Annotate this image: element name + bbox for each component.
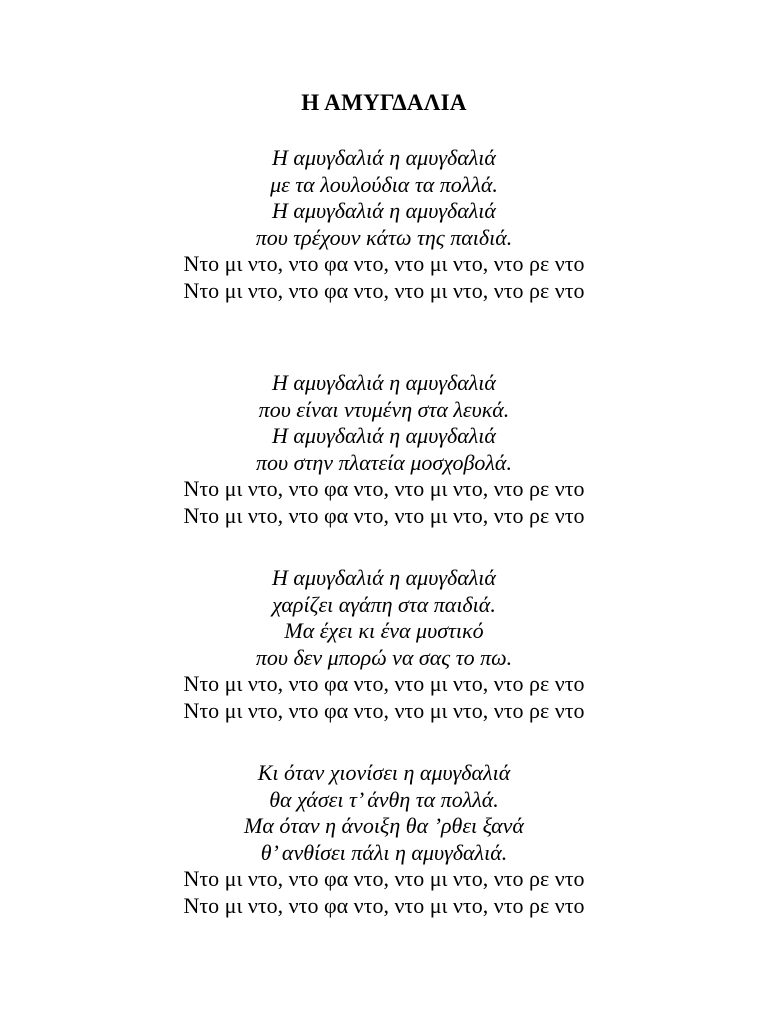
- song-title: Η ΑΜΥΓΔΑΛΙΑ: [301, 90, 467, 115]
- verse-line: θα χάσει τ’ άνθη τα πολλά.: [269, 786, 499, 812]
- stanza: [0, 565, 768, 724]
- verse-line: χαρίζει αγάπη στα παιδιά.: [272, 591, 496, 617]
- verse-line: Η αμυγδαλιά η αμυγδαλιά: [272, 423, 496, 448]
- stanza: [0, 370, 768, 529]
- verse-line: που δεν μπορώ να σας το πω.: [255, 644, 513, 670]
- refrain-line: Ντο μι ντο, ντο φα ντο, ντο μι ντο, ντο ρε ντο: [183, 892, 585, 918]
- verse-line: Μα όταν η άνοιξη θα ’ρθει ξανά: [244, 813, 524, 838]
- verse-line: Κι όταν χιονίσει η αμυγδαλιά: [257, 760, 511, 785]
- verse-line: με τα λουλούδια τα πολλά.: [270, 171, 498, 197]
- verse-line: Η αμυγδαλιά η αμυγδαλιά: [272, 565, 496, 590]
- verse-line: που τρέχουν κάτω της παιδιά.: [255, 224, 513, 250]
- refrain-line: Ντο μι ντο, ντο φα ντο, ντο μι ντο, ντο ρε ντο: [183, 277, 585, 303]
- verse-line: που είναι ντυμένη στα λευκά.: [258, 396, 510, 422]
- verse-line: Η αμυγδαλιά η αμυγδαλιά: [272, 370, 496, 395]
- verse-line: Η αμυγδαλιά η αμυγδαλιά: [272, 198, 496, 223]
- verse-line: Μα έχει κι ένα μυστικό: [284, 618, 484, 643]
- verse-line: που στην πλατεία μοσχοβολά.: [256, 449, 512, 475]
- verse-line: θ’ ανθίσει πάλι η αμυγδαλιά.: [260, 839, 508, 865]
- refrain-line: Ντο μι ντο, ντο φα ντο, ντο μι ντο, ντο ρε ντο: [183, 866, 585, 891]
- stanza: [0, 760, 768, 919]
- stanza: [0, 145, 768, 304]
- refrain-line: Ντο μι ντο, ντο φα ντο, ντο μι ντο, ντο ρε ντο: [183, 671, 585, 696]
- refrain-line: Ντο μι ντο, ντο φα ντο, ντο μι ντο, ντο ρε ντο: [183, 502, 585, 528]
- refrain-line: Ντο μι ντο, ντο φα ντο, ντο μι ντο, ντο ρε ντο: [183, 476, 585, 501]
- refrain-line: Ντο μι ντο, ντο φα ντο, ντο μι ντο, ντο ρε ντο: [183, 251, 585, 276]
- refrain-line: Ντο μι ντο, ντο φα ντο, ντο μι ντο, ντο ρε ντο: [183, 697, 585, 723]
- verse-line: Η αμυγδαλιά η αμυγδαλιά: [272, 145, 496, 170]
